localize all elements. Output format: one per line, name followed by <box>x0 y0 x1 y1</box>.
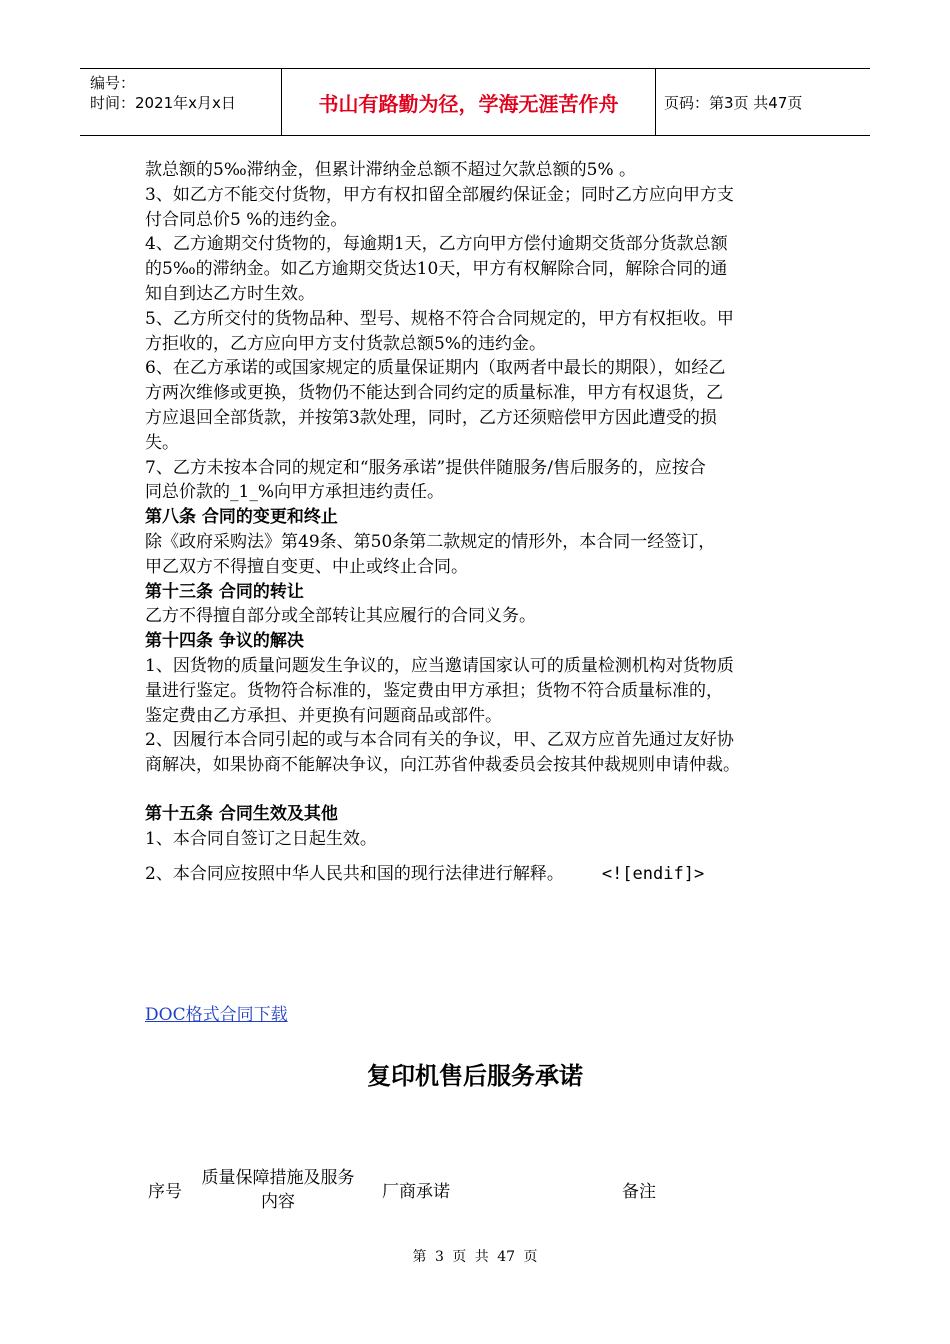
contract-body <box>145 158 810 886</box>
col-header-measures-line2: 内容 <box>261 1192 295 1212</box>
body-line-text: 2、本合同应按照中华人民共和国的现行法律进行解释。 <box>145 863 564 884</box>
body-line: 1、本合同自签订之日起生效。 <box>145 828 377 849</box>
header-meta <box>80 69 282 135</box>
col-header-promise: 厂商承诺 <box>382 1182 450 1202</box>
page-footer: 第 3 页 共 47 页 <box>412 1249 538 1265</box>
body-line: 商解决，如果协商不能解决争议，向江苏省仲裁委员会按其仲裁规则申请仲裁。 <box>145 755 740 776</box>
header-page-info: 页码：第3页 共47页 <box>664 93 803 112</box>
body-line: 付合同总价5 %的违约金。 <box>145 209 348 230</box>
endif-marker: <![endif]> <box>601 863 705 884</box>
header-number: 编号： <box>90 74 136 92</box>
body-line: 方拒收的，乙方应向甲方支付货款总额5%的违约金。 <box>145 333 546 354</box>
header-date: 时间：2021年x月x日 <box>90 94 236 112</box>
body-line: 鉴定费由乙方承担、并更换有问题商品或部件。 <box>145 705 502 726</box>
body-line: 1、因货物的质量问题发生争议的，应当邀请国家认可的质量检测机构对货物质 <box>145 655 734 676</box>
body-line <box>145 862 810 887</box>
body-line: 7、乙方未按本合同的规定和“服务承诺”提供伴随服务/售后服务的，应按合 <box>145 457 706 478</box>
col-header-measures <box>188 1166 368 1214</box>
body-line: 3、如乙方不能交付货物，甲方有权扣留全部履约保证金；同时乙方应向甲方支 <box>145 184 734 205</box>
body-line: 除《政府采购法》第49条、第50条第二款规定的情形外，本合同一经签订， <box>145 531 716 552</box>
spacer <box>145 778 810 802</box>
article8-heading: 第八条 合同的变更和终止 <box>145 507 338 528</box>
body-line: 4、乙方逾期交付货物的，每逾期1天，乙方向甲方偿付逾期交货部分货款总额 <box>145 234 728 255</box>
body-line: 甲乙双方不得擅自变更、中止或终止合同。 <box>145 556 468 577</box>
body-line: 6、在乙方承诺的或国家规定的质量保证期内（取两者中最长的期限），如经乙 <box>145 358 726 379</box>
body-line: 2、因履行本合同引起的或与本合同有关的争议，甲、乙双方应首先通过友好协 <box>145 730 734 751</box>
article13-heading: 第十三条 合同的转让 <box>145 581 304 602</box>
body-line: 方两次维修或更换，货物仍不能达到合同约定的质量标准，甲方有权退货，乙 <box>145 383 723 404</box>
doc-download-link[interactable]: DOC格式合同下载 <box>145 1005 288 1025</box>
document-title: 复印机售后服务承诺 <box>367 1062 583 1090</box>
body-line: 同总价款的_1_%向甲方承担违约责任。 <box>145 482 444 503</box>
body-line: 量进行鉴定。货物符合标准的，鉴定费由甲方承担；货物不符合质量标准的， <box>145 680 723 701</box>
body-line: 乙方不得擅自部分或全部转让其应履行的合同义务。 <box>145 606 536 627</box>
body-line: 失。 <box>145 432 179 453</box>
body-line: 的5‰的滞纳金。如乙方逾期交货达10天，甲方有权解除合同，解除合同的通 <box>145 259 728 280</box>
body-line: 方应退回全部货款，并按第3款处理，同时，乙方还须赔偿甲方因此遭受的损 <box>145 407 717 428</box>
article14-heading: 第十四条 争议的解决 <box>145 631 304 652</box>
body-line: 款总额的5‰滞纳金，但累计滞纳金总额不超过欠款总额的5% 。 <box>145 160 636 180</box>
col-header-number: 序号 <box>148 1182 182 1202</box>
col-header-remarks: 备注 <box>622 1182 656 1202</box>
header-motto: 书山有路勤为径，学海无涯苦作舟 <box>282 69 656 135</box>
col-header-measures-line1: 质量保障措施及服务 <box>201 1168 355 1188</box>
page-header <box>80 68 870 136</box>
spacer <box>145 852 810 862</box>
body-line: 5、乙方所交付的货物品种、型号、规格不符合合同规定的，甲方有权拒收。甲 <box>145 308 734 329</box>
body-line: 知自到达乙方时生效。 <box>145 283 315 304</box>
article15-heading: 第十五条 合同生效及其他 <box>145 803 338 824</box>
